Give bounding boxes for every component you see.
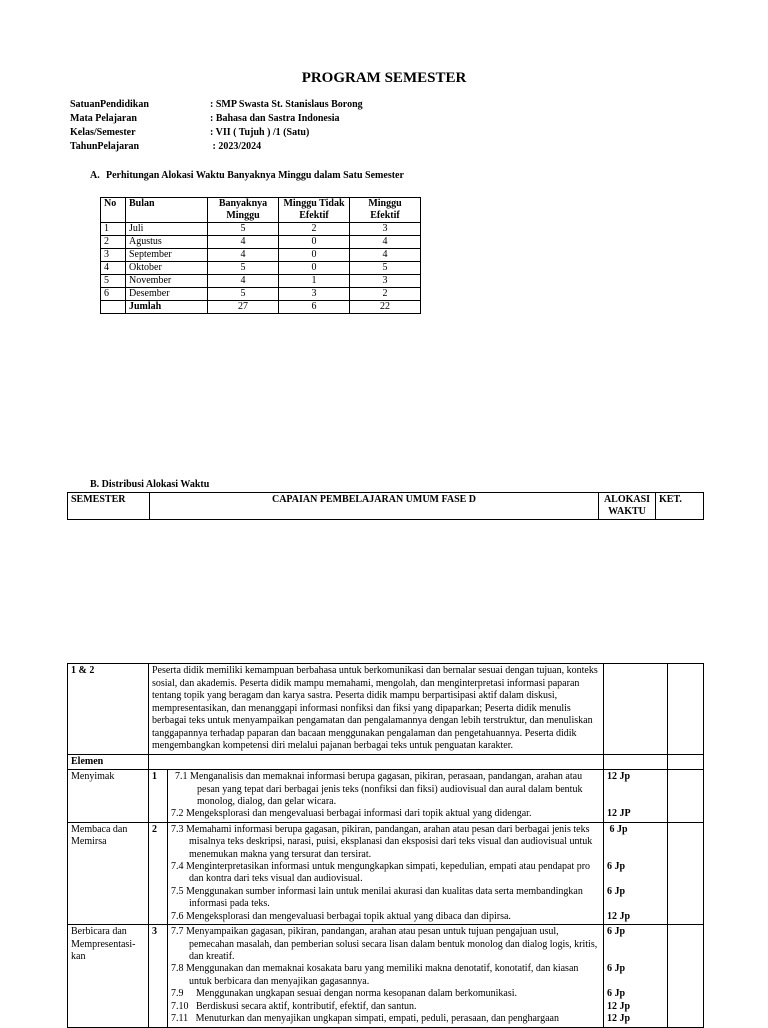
table-row [68, 754, 704, 770]
info-value: : SMP Swasta St. Stanislaus Borong [210, 99, 363, 110]
tp-item: 7.1 Menganalisis dan memaknai informasi berupa gagasan, pikiran, perasaan, pandangan, arahan atau pesan yang tepat dari berbagai jenis teks (nonfiksi dan fiksi) audiovisual dan aural dalam bentuk monolog, dialog, dan gelar wicara. [175, 771, 583, 807]
table-row [101, 262, 421, 275]
cell-no: 5 [101, 275, 126, 288]
cell-banyak: 5 [208, 288, 279, 301]
cell-bulan: Agustus [126, 236, 208, 249]
col-header-capaian: CAPAIAN PEMBELAJARAN UMUM FASE D [150, 493, 599, 520]
cell-banyak: 5 [208, 223, 279, 236]
info-row-mapel [70, 112, 363, 126]
elemen-label: Elemen [68, 754, 149, 770]
tp-item: 7.5 Menggunakan sumber informasi lain untuk menilai akurasi dan kualitas data serta membandingkan informasi pada teks. [171, 885, 583, 909]
table-total-row [101, 301, 421, 314]
col-header-no: No [101, 198, 126, 223]
table-row [101, 236, 421, 249]
total-tidak: 6 [279, 301, 350, 314]
semester-cell: 1 & 2 [68, 664, 149, 755]
tp-item: 7.10 Berdiskusi secara aktif, kontributif, efektif, dan santun. [171, 1000, 417, 1012]
section-b-heading: B. Distribusi Alokasi Waktu [90, 479, 210, 490]
table-row [101, 249, 421, 262]
tp-item: 7.11 Menuturkan dan menyajikan ungkapan simpati, empati, peduli, perasaan, dan penghargaan [171, 1013, 559, 1024]
total-label: Jumlah [126, 301, 208, 314]
cell-tidak: 1 [279, 275, 350, 288]
tp-list [168, 925, 604, 1028]
jp-value: 12 Jp [607, 910, 631, 922]
jp-value: 6 Jp [607, 988, 626, 999]
info-value: : VII ( Tujuh ) /1 (Satu) [210, 127, 310, 138]
ket-cell [668, 925, 704, 1028]
cell-tidak: 0 [279, 236, 350, 249]
capaian-table [67, 663, 704, 1028]
element-name: Menyimak [68, 770, 149, 823]
jp-value: 6 Jp [607, 963, 626, 974]
cell-banyak: 5 [208, 262, 279, 275]
cell-banyak: 4 [208, 275, 279, 288]
element-no: 1 [149, 770, 168, 823]
ket-cell [668, 664, 704, 755]
cell-bulan: September [126, 249, 208, 262]
section-letter: A. [90, 170, 100, 181]
jp-value: 12 Jp [607, 1000, 631, 1012]
element-name: Berbicara dan Mempresentasi-kan [68, 925, 149, 1028]
ket-cell [668, 822, 704, 925]
cell-banyak: 4 [208, 249, 279, 262]
tp-list [168, 822, 604, 925]
empty-cell [604, 754, 668, 770]
alokasi-cell [604, 664, 668, 755]
cell-bulan: Desember [126, 288, 208, 301]
cell-no: 4 [101, 262, 126, 275]
info-label: Kelas/Semester [70, 127, 136, 138]
cell-efektif: 3 [350, 275, 421, 288]
col-header-alokasi: ALOKASI WAKTU [599, 493, 656, 520]
col-header-efektif: Minggu Efektif [350, 198, 421, 223]
table-row [68, 770, 704, 823]
week-table [100, 197, 421, 314]
info-label: TahunPelajaran [70, 141, 140, 152]
tp-item: 7.6 Mengeksplorasi dan mengevaluasi berbagai topik aktual yang dibaca dan dipirsa. [171, 910, 511, 922]
cell-empty [101, 301, 126, 314]
info-row-kelas [70, 126, 363, 140]
col-header-ket: KET. [656, 493, 704, 520]
info-label: SatuanPendidikan [70, 99, 149, 110]
element-no: 2 [149, 822, 168, 925]
cell-bulan: November [126, 275, 208, 288]
cell-tidak: 0 [279, 262, 350, 275]
table-row [68, 925, 704, 1028]
empty-cell [668, 754, 704, 770]
cell-no: 1 [101, 223, 126, 236]
table-row [101, 288, 421, 301]
tp-item: 7.4 Menginterpretasikan informasi untuk mengungkapkan simpati, kepedulian, empati atau pendapat pro dan kontra dari teks visual dan audiovisual. [171, 860, 591, 884]
empty-cell [149, 754, 604, 770]
element-no: 3 [149, 925, 168, 1028]
table-row [68, 822, 704, 925]
cell-no: 6 [101, 288, 126, 301]
cell-bulan: Juli [126, 223, 208, 236]
jp-value: 12 JP [607, 808, 631, 819]
tp-item: 7.2 Mengeksplorasi dan mengevaluasi berbagai informasi dari topik aktual yang didengar. [171, 808, 532, 819]
jp-value: 12 Jp [607, 771, 631, 782]
tp-item: 7.9 Menggunakan ungkapan sesuai dengan norma kesopanan dalam berkomunikasi. [171, 988, 518, 999]
cell-tidak: 0 [279, 249, 350, 262]
tp-list [168, 770, 604, 823]
table-row [101, 223, 421, 236]
cell-tidak: 3 [279, 288, 350, 301]
cell-bulan: Oktober [126, 262, 208, 275]
col-header-banyak: Banyaknya Minggu [208, 198, 279, 223]
tp-item: 7.3 Memahami informasi berupa gagasan, pikiran, pandangan, arahan atau pesan dari berbagai jenis teks misalnya teks deskripsi, narasi, puisi, eksplanasi dan eksposisi dari teks visual dan audiovisual untuk menemukan makna yang tersurat dan tersirat. [171, 823, 593, 860]
school-info [70, 98, 363, 154]
col-header-semester: SEMESTER [68, 493, 150, 520]
total-banyak: 27 [208, 301, 279, 314]
jp-value: 6 Jp [607, 926, 626, 937]
page-title: PROGRAM SEMESTER [301, 70, 467, 86]
cell-efektif: 2 [350, 288, 421, 301]
jp-value: 6 Jp [607, 885, 626, 897]
cell-no: 3 [101, 249, 126, 262]
jp-list [604, 822, 668, 925]
element-name: Membaca dan Memirsa [68, 822, 149, 925]
jp-value: 6 Jp [607, 860, 626, 872]
tp-item: 7.8 Menggunakan dan memaknai kosakata baru yang memiliki makna denotatif, konotatif, dan kiasan untuk berbicara dan menyajikan gagasannya. [171, 963, 579, 987]
cell-tidak: 2 [279, 223, 350, 236]
jp-value: 6 Jp [607, 823, 628, 835]
total-efektif: 22 [350, 301, 421, 314]
cell-banyak: 4 [208, 236, 279, 249]
jp-value: 12 Jp [607, 1013, 631, 1024]
jp-list [604, 770, 668, 823]
distribution-header-table [67, 492, 704, 520]
cell-efektif: 4 [350, 249, 421, 262]
tp-item: 7.7 Menyampaikan gagasan, pikiran, pandangan, arahan atau pesan untuk tujuan pengajuan usul, pemecahan masalah, dan pemberian solusi secara lisan dalam bentuk monolog dan dialog logis, kritis, dan kreatif. [171, 926, 598, 962]
cell-efektif: 5 [350, 262, 421, 275]
info-value: : 2023/2024 [210, 141, 262, 152]
ket-cell [668, 770, 704, 823]
jp-list [604, 925, 668, 1028]
section-a-heading [90, 170, 404, 181]
col-header-tidak-efektif: Minggu Tidak Efektif [279, 198, 350, 223]
info-label: Mata Pelajaran [70, 113, 137, 124]
info-row-satuan [70, 98, 363, 112]
col-header-bulan: Bulan [126, 198, 208, 223]
cell-no: 2 [101, 236, 126, 249]
info-row-tahun [70, 140, 363, 154]
cell-efektif: 3 [350, 223, 421, 236]
cell-efektif: 4 [350, 236, 421, 249]
table-row [68, 664, 704, 755]
table-row [101, 275, 421, 288]
section-title: Perhitungan Alokasi Waktu Banyaknya Minggu dalam Satu Semester [106, 170, 404, 181]
capaian-text: Peserta didik memiliki kemampuan berbahasa untuk berkomunikasi dan bernalar sesuai dengan tujuan, konteks sosial, dan akademis. Peserta didik mampu memahami, mengolah, dan menginterpretasi informasi paparan tentang topik yang beragam dan karya sastra. Peserta didik mampu berpartisipasi aktif dalam diskusi, mempresentasikan, dan menanggapi informasi nonfiksi dan fiksi yang dipaparkan; Peserta didik menulis berbagai teks untuk menyampaikan pengamatan dan pengalamannya dengan lebih terstruktur, dan menuliskan tanggapannya terhadap paparan dan bacaan menggunakan pengalaman dan pengetahuannya. Peserta didik mengembangkan kompetensi diri melalui pajanan berbagai teks untuk penguatan karakter. [149, 664, 604, 755]
info-value: : Bahasa dan Sastra Indonesia [210, 113, 340, 124]
